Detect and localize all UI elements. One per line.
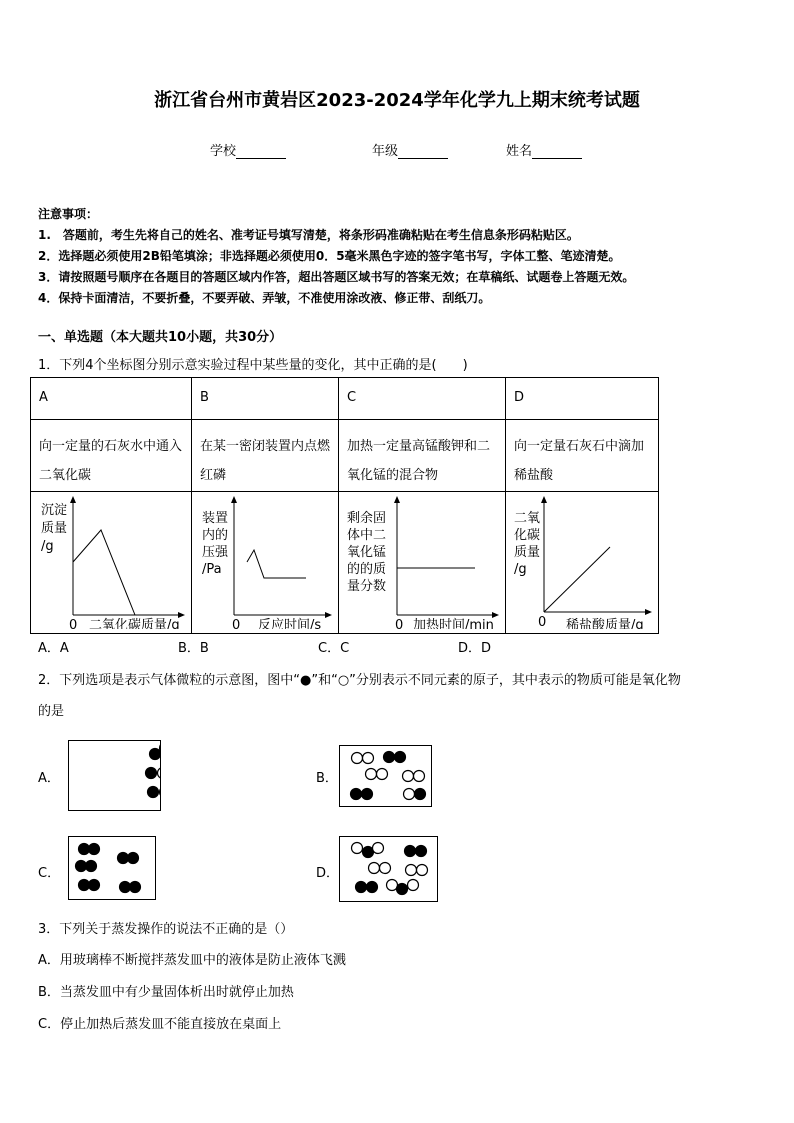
white-atom [369, 863, 380, 874]
graph-d-y-arrow [541, 496, 547, 503]
q1-option-b[interactable]: B．B [178, 641, 209, 656]
q3-option-b[interactable]: B．当蒸发皿中有少量固体析出时就停止加热 [38, 985, 294, 1000]
graph-b-ylabel: 装置 [202, 511, 229, 526]
black-atom [89, 880, 100, 891]
white-atom [406, 865, 417, 876]
school-blank[interactable] [236, 144, 286, 159]
white-atom [417, 865, 428, 876]
q1-graph-cell-c [339, 492, 506, 634]
graph-b-x-arrow [325, 612, 332, 618]
graph-a-xlabel: 二氧化碳质量/g [89, 618, 180, 629]
grade-label: 年级 [372, 144, 399, 159]
black-atom [148, 787, 159, 798]
note-item: 1. 答题前，考生先将自己的姓名、准考证号填写清楚，将条形码准确粘贴在考生信息条形码粘贴区。 [38, 228, 579, 242]
q1-table [30, 377, 659, 634]
white-atom [387, 880, 398, 891]
black-atom [362, 789, 373, 800]
school-field [210, 140, 286, 159]
graph-d-xlabel: 稀盐酸质量/g [566, 618, 644, 629]
graph-d-ylabel: 二氧 [514, 511, 541, 526]
q2-option-a-label[interactable]: A． [38, 771, 60, 786]
white-atom [403, 771, 414, 782]
q2-option-b-label[interactable]: B． [316, 771, 338, 786]
graph-c-ylabel: 氧化锰 [347, 545, 387, 560]
q1-cell-desc: 向一定量石灰石中滴加稀盐酸 [506, 420, 659, 492]
q1-cell-letter: C [339, 378, 506, 420]
q1-options [38, 637, 598, 656]
q2-stem: 2．下列选项是表示气体微粒的示意图，图中“●”和“○”分别表示不同元素的原子，其中表示的物质可能是氧化物 [38, 673, 681, 688]
black-atom [405, 846, 416, 857]
q2-diagram-d[interactable] [339, 836, 438, 902]
graph-c-ylabel: 剩余固 [347, 511, 387, 526]
graph-d-ylabel: 化碳 [514, 528, 541, 543]
black-atom [384, 752, 395, 763]
black-atom [86, 861, 97, 872]
name-field [506, 140, 582, 159]
name-blank[interactable] [532, 144, 582, 159]
black-atom [415, 789, 426, 800]
grade-blank[interactable] [398, 144, 448, 159]
graph-b-ylabel: 压强 [202, 545, 229, 560]
graph-c-ylabel: 的的质 [347, 562, 387, 577]
graph-b-y-arrow [231, 496, 237, 503]
section-heading: 一、单选题（本大题共10小题，共30分） [38, 330, 283, 345]
q1-stem: 1．下列4个坐标图分别示意实验过程中某些量的变化，其中正确的是( ) [38, 358, 468, 373]
black-atom [146, 768, 157, 779]
q1-graph-cell-d [506, 492, 659, 634]
graph-a [31, 492, 191, 629]
black-atom [356, 882, 367, 893]
graph-a-origin: 0 [69, 618, 78, 629]
notes-block [38, 204, 634, 309]
white-atom [158, 768, 162, 779]
q1-cell-desc: 在某一密闭装置内点燃红磷 [192, 420, 339, 492]
black-atom [150, 749, 161, 760]
white-atom [414, 771, 425, 782]
note-item: 4．保持卡面清洁，不要折叠，不要弄破、弄皱，不准使用涂改液、修正带、刮纸刀。 [38, 291, 491, 305]
note-item: 2．选择题必须使用2B铅笔填涂；非选择题必须使用0．5毫米黑色字迹的签字笔书写，字体工整、笔迹清楚。 [38, 249, 621, 263]
name-label: 姓名 [506, 144, 533, 159]
graph-c-origin: 0 [395, 618, 404, 629]
black-atom [76, 861, 87, 872]
q1-cell-desc: 加热一定量高锰酸钾和二氧化锰的混合物 [339, 420, 506, 492]
q2-option-c-label[interactable]: C． [38, 866, 61, 881]
page-title: 浙江省台州市黄岩区2023-2024学年化学九上期末统考试题 [154, 90, 640, 111]
black-atom [351, 789, 362, 800]
note-item: 3．请按照题号顺序在各题目的答题区域内作答，超出答题区域书写的答案无效；在草稿纸、试题卷上答题无效。 [38, 270, 635, 284]
white-atom [160, 787, 162, 798]
graph-a-ylabel: 质量 [41, 521, 68, 536]
graph-a-ylabel: 沉淀 [41, 503, 68, 518]
white-atom [377, 769, 388, 780]
graph-c-ylabel: 体中二 [347, 528, 387, 543]
white-atom [352, 843, 363, 854]
black-atom [120, 882, 131, 893]
graph-d-x-arrow [645, 609, 652, 615]
black-atom [128, 853, 139, 864]
graph-c-xlabel: 加热时间/min [413, 618, 494, 629]
q2-diagram-b[interactable] [339, 745, 432, 807]
black-atom [416, 846, 427, 857]
white-atom [373, 843, 384, 854]
q1-option-d[interactable]: D．D [458, 641, 492, 656]
q1-option-a[interactable]: A．A [38, 641, 69, 656]
graph-c-y-arrow [394, 496, 400, 503]
graph-b-ylabel: 内的 [202, 528, 229, 543]
q1-graph-cell-b [192, 492, 339, 634]
graph-b-curve [247, 550, 306, 578]
notes-heading: 注意事项： [38, 207, 99, 221]
white-atom [352, 753, 363, 764]
graph-d [506, 492, 658, 629]
q1-cell-letter: B [192, 378, 339, 420]
grade-field [372, 140, 448, 159]
q2-diagram-a[interactable] [68, 740, 161, 811]
black-atom [397, 884, 408, 895]
q1-graph-cell-a [31, 492, 192, 634]
black-atom [79, 844, 90, 855]
q1-cell-letter: A [31, 378, 192, 420]
graph-d-ylabel: 质量 [514, 545, 541, 560]
black-atom [89, 844, 100, 855]
white-atom [408, 880, 419, 891]
graph-a-y-arrow [70, 496, 76, 503]
black-atom [130, 882, 141, 893]
q3-option-a[interactable]: A．用玻璃棒不断搅拌蒸发皿中的液体是防止液体飞溅 [38, 953, 346, 968]
black-atom [363, 847, 374, 858]
white-atom [404, 789, 415, 800]
white-atom [366, 769, 377, 780]
q1-cell-letter: D [506, 378, 659, 420]
graph-b-xlabel: 反应时间/s [258, 618, 322, 629]
black-atom [395, 752, 406, 763]
q3-stem: 3．下列关于蒸发操作的说法不正确的是（） [38, 922, 294, 937]
q2-stem-cont: 的是 [38, 704, 65, 719]
black-atom [118, 853, 129, 864]
graph-d-curve [544, 547, 610, 612]
graph-c [339, 492, 505, 629]
graph-d-origin: 0 [538, 615, 547, 629]
white-atom [363, 753, 374, 764]
q1-option-c[interactable]: C．C [318, 641, 350, 656]
graph-b-origin: 0 [232, 618, 241, 629]
graph-a-ylabel: /g [41, 539, 54, 554]
school-label: 学校 [210, 144, 237, 159]
q1-cell-desc: 向一定量的石灰水中通入二氧化碳 [31, 420, 192, 492]
graph-b-ylabel: /Pa [202, 562, 222, 577]
black-atom [79, 880, 90, 891]
q2-diagram-c[interactable] [68, 836, 156, 900]
black-atom [367, 882, 378, 893]
graph-a-curve [73, 530, 135, 615]
q2-option-d-label[interactable]: D． [316, 866, 340, 881]
q3-option-c[interactable]: C．停止加热后蒸发皿不能直接放在桌面上 [38, 1017, 282, 1032]
graph-d-ylabel: /g [514, 562, 527, 577]
graph-c-ylabel: 量分数 [347, 579, 387, 594]
graph-b [192, 492, 338, 629]
white-atom [380, 863, 391, 874]
